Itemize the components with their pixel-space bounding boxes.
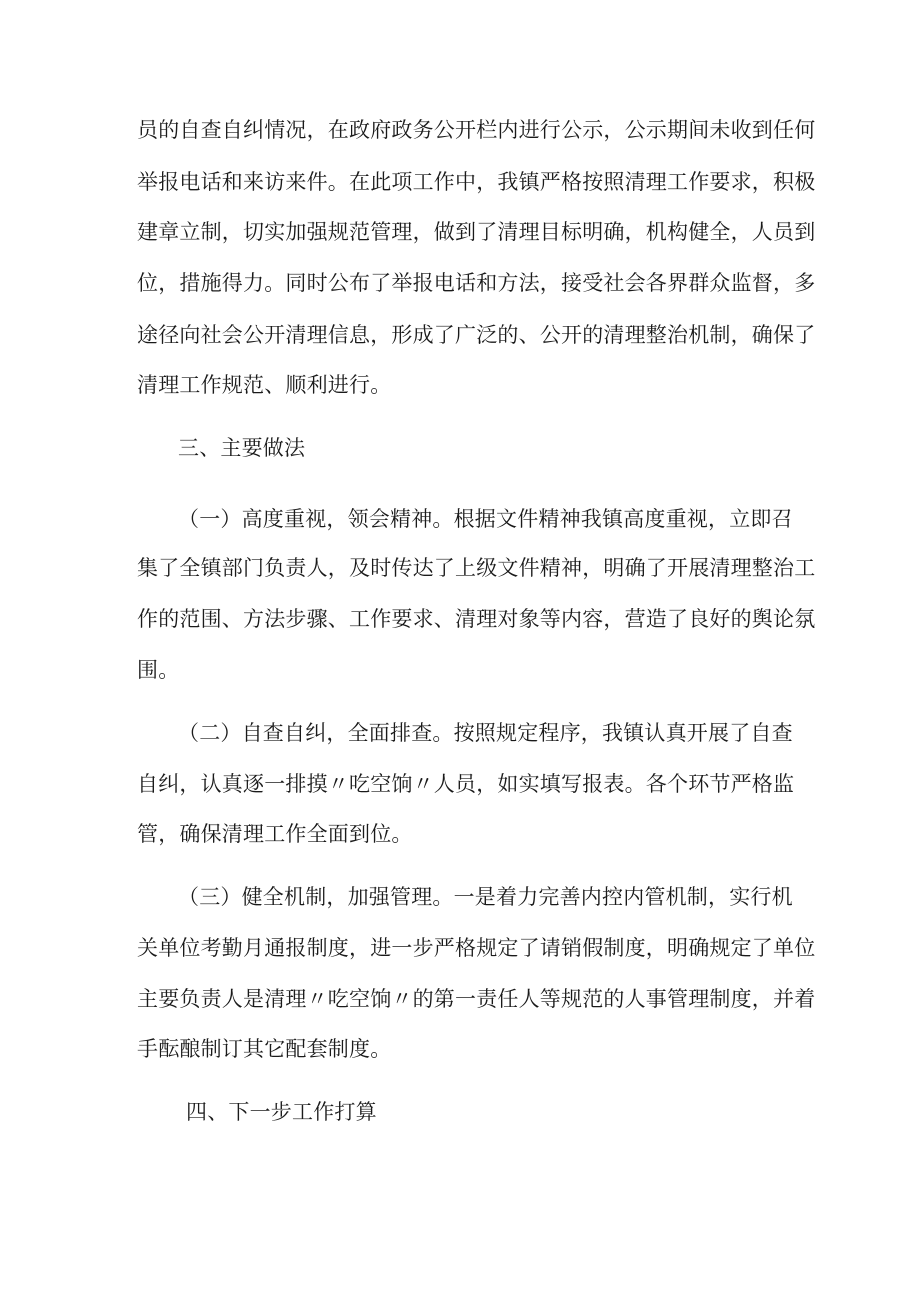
paragraph-line: 举报电话和来访来件。在此项工作中，我镇严格按照清理工作要求，积极 xyxy=(137,170,816,194)
item-1-line: 作的范围、方法步骤、工作要求、清理对象等内容，营造了良好的舆论氛 xyxy=(137,607,816,631)
item-2-line: （二）自查自纠，全面排查。按照规定程序，我镇认真开展了自查 xyxy=(178,721,793,745)
paragraph-line: 清理工作规范、顺利进行。 xyxy=(137,373,392,397)
paragraph-line: 途径向社会公开清理信息，形成了广泛的、公开的清理整治机制，确保了 xyxy=(137,323,816,347)
paragraph-line: 建章立制，切实加强规范管理，做到了清理目标明确，机构健全，人员到 xyxy=(137,220,816,244)
item-1-line: 集了全镇部门负责人，及时传达了上级文件精神，明确了开展清理整治工 xyxy=(137,556,816,580)
item-1-line: 围。 xyxy=(137,658,180,682)
paragraph-line: 员的自查自纠情况，在政府政务公开栏内进行公示，公示期间未收到任何 xyxy=(137,118,816,142)
item-3-line: 主要负责人是清理〃吃空饷〃的第一责任人等规范的人事管理制度，并着 xyxy=(137,987,816,1011)
item-2-line: 管，确保清理工作全面到位。 xyxy=(137,822,413,846)
item-1-line: （一）高度重视，领会精神。根据文件精神我镇高度重视，立即召 xyxy=(178,507,793,531)
item-3-line: （三）健全机制，加强管理。一是着力完善内控内管机制，实行机 xyxy=(178,885,793,909)
section-heading-main-practices: 三、主要做法 xyxy=(178,436,306,460)
section-heading-next-steps: 四、下一步工作打算 xyxy=(186,1100,377,1124)
item-2-line: 自纠，认真逐一排摸〃吃空饷〃人员，如实填写报表。各个环节严格监 xyxy=(137,772,795,796)
item-3-line: 关单位考勤月通报制度，进一步严格规定了请销假制度，明确规定了单位 xyxy=(137,936,816,960)
item-3-line: 手酝酿制订其它配套制度。 xyxy=(137,1037,392,1061)
paragraph-line: 位，措施得力。同时公布了举报电话和方法，接受社会各界群众监督，多 xyxy=(137,271,816,295)
